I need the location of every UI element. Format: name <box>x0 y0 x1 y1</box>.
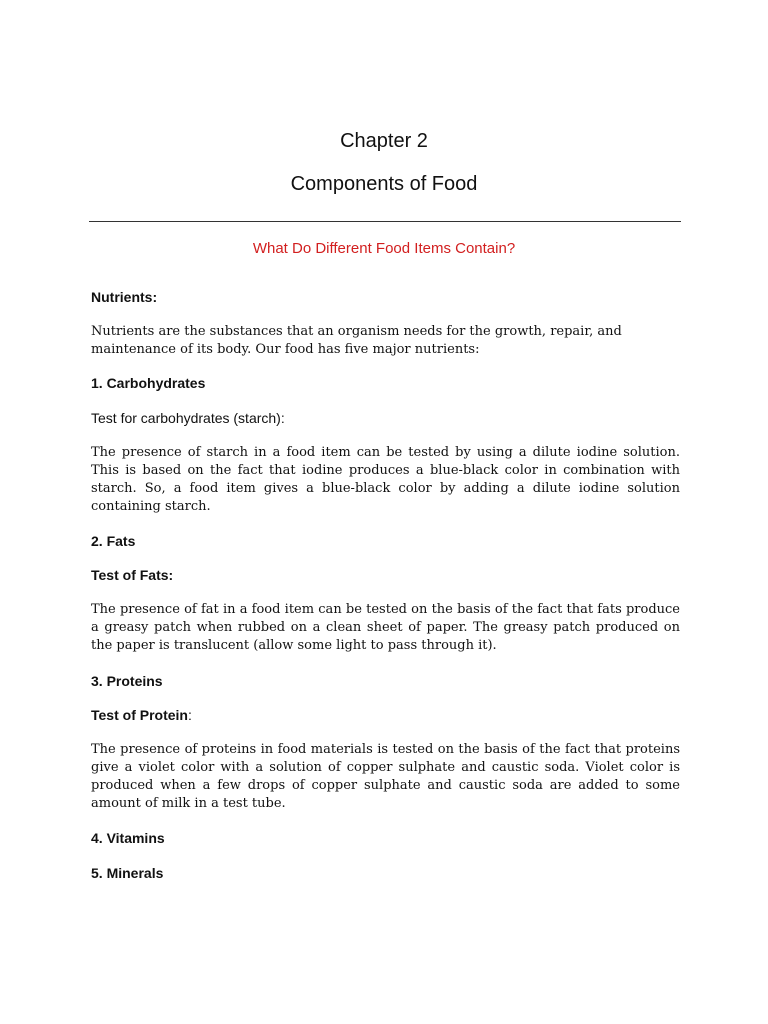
proteins-heading: 3. Proteins <box>91 673 163 689</box>
title-divider <box>89 221 681 222</box>
vitamins-heading: 4. Vitamins <box>91 830 165 846</box>
carbohydrates-test-label: Test for carbohydrates (starch): <box>91 410 285 426</box>
proteins-paragraph: The presence of proteins in food materials is tested on the basis of the fact that proteins give a violet color with a solution of copper sulphate and caustic soda. Violet color is produced when a few drops of copper sulphate and caustic soda are added to some amount of milk in a test tube. <box>91 742 680 811</box>
minerals-heading: 5. Minerals <box>91 865 164 881</box>
fats-test-label: Test of Fats: <box>91 567 174 583</box>
proteins-test-label-colon: : <box>187 707 192 723</box>
proteins-test-label <box>91 707 192 723</box>
page-title: Components of Food <box>290 173 478 195</box>
section-subtitle: What Do Different Food Items Contain? <box>252 240 516 257</box>
carbohydrates-heading: 1. Carbohydrates <box>91 375 206 391</box>
fats-heading: 2. Fats <box>91 533 136 549</box>
carbohydrates-paragraph: The presence of starch in a food item can be tested by using a dilute iodine solution. This is based on the fact that iodine produces a blue-black color in combination with starch. So, a food item gives a blue-black color by adding a dilute iodine solution containing starch. <box>91 445 680 514</box>
nutrients-heading: Nutrients: <box>91 289 158 305</box>
nutrients-paragraph: Nutrients are the substances that an organism needs for the growth, repair, and maintenance of its body. Our food has five major nutrients: <box>91 324 622 357</box>
chapter-heading: Chapter 2 <box>340 130 428 152</box>
proteins-test-label-text: Test of Protein <box>91 707 188 723</box>
fats-paragraph: The presence of fat in a food item can be tested on the basis of the fact that fats produce a greasy patch when rubbed on a clean sheet of paper. The greasy patch produced on the paper is translucent (allow some light to pass through it). <box>91 602 680 653</box>
